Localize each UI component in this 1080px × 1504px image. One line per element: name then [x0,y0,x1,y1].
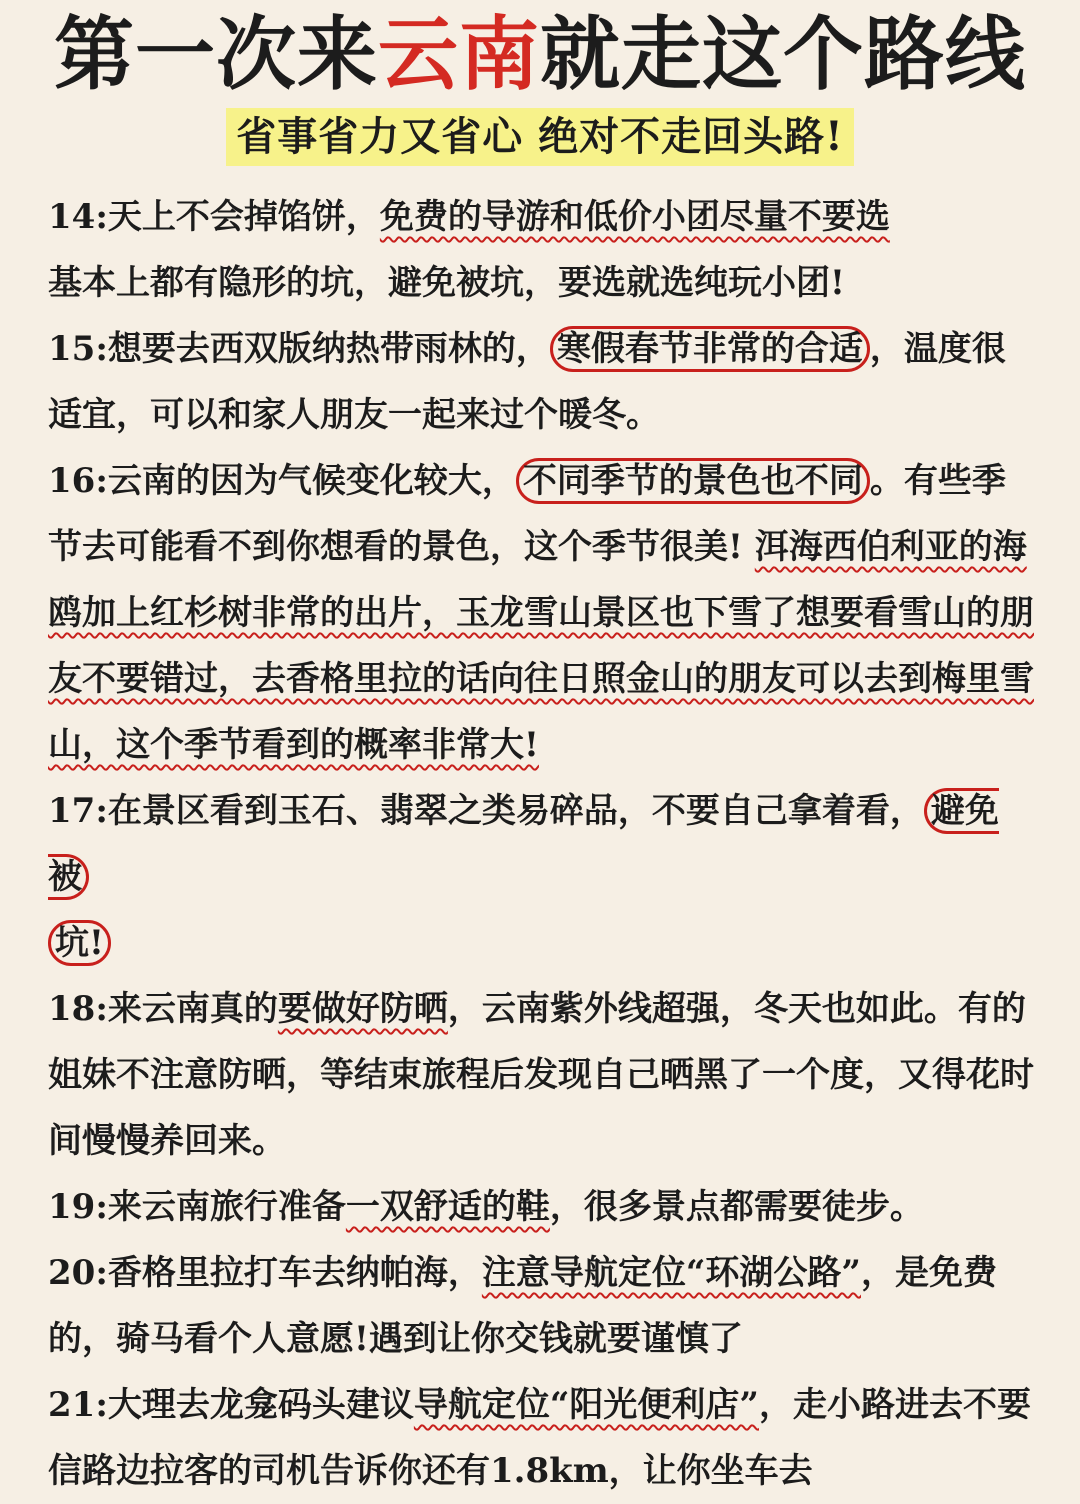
tips-list [48,184,1038,1504]
subtitle: 省事省力又省心 绝对不走回头路! [226,108,853,166]
tip-17 [48,778,1038,976]
tip-text: 基本上都有隐形的坑，避免被坑，要选就选纯玩小团! [48,263,845,303]
tip-text: ，云南紫外线超强，冬天也如此。有的姐妹不注意防晒，等结束旅程后发现自己晒黑了一个度，又得花时间慢慢养回来。 [48,989,1034,1161]
tip-20 [48,1240,1038,1372]
tip-circled: 避免被 [48,788,999,900]
tip-text: 来云南真的 [107,989,278,1029]
tip-text: 大理去龙龛码头建议 [107,1385,414,1425]
page-title [0,4,1080,104]
tip-highlight: 要做好防晒 [277,989,448,1029]
tip-text: ，很多景点都需要徒步。 [549,1187,924,1227]
tip-text: 来云南旅行准备 [107,1187,346,1227]
tip-16 [48,448,1038,778]
tip-number: 19: [48,1187,108,1227]
tip-circled: 寒假春节非常的合适 [550,326,870,372]
title-prefix: 第一次来 [54,7,378,101]
tip-highlight: 免费的导游和低价小团尽量不要选 [379,197,890,237]
tip-highlight: 注意导航定位“环湖公路” [481,1253,861,1293]
tip-text: 天上不会掉馅饼， [107,197,380,237]
tip-text: 在景区看到玉石、翡翠之类易碎品，不要自己拿着看， [107,791,924,831]
tip-19 [48,1174,1038,1240]
subtitle-banner [0,108,1080,166]
tip-text: 想要去西双版纳热带雨林的， [107,329,550,369]
tip-highlight: 洱海西伯利亚的海鸥加上红杉树非常的出片，玉龙雪山景区也下雪了想要看雪山的朋友不要错过，去香格里拉的话向往日照金山的朋友可以去到梅里雪山，这个季节看到的概率非常大! [48,527,1034,765]
tip-15 [48,316,1038,448]
tip-number: 17: [48,791,108,831]
tip-text: ，走小路进去不要信路边拉客的司机告诉你还有1.8km，让你坐车去 [48,1385,1031,1491]
tip-highlight: 导航定位“阳光便利店” [413,1385,759,1425]
tip-text: 。有些季节去可能看不到你想看的景色，这个季节很美! [48,461,1006,567]
tip-number: 14: [48,197,108,237]
tip-number: 15: [48,329,108,369]
tip-text: 云南的因为气候变化较大， [107,461,516,501]
tip-21 [48,1372,1038,1504]
tip-14 [48,184,1038,316]
tip-text: ，是免费的，骑马看个人意愿!遇到让你交钱就要谨慎了 [48,1253,997,1359]
tip-text: 香格里拉打车去纳帕海， [107,1253,482,1293]
title-highlight: 云南 [378,7,540,101]
tip-number: 18: [48,989,108,1029]
tip-circled: 坑! [48,920,111,966]
tip-highlight: 一双舒适的鞋 [345,1187,550,1227]
tip-text: ，温度很适宜，可以和家人朋友一起来过个暖冬。 [48,329,1006,435]
tip-number: 20: [48,1253,108,1293]
tip-number: 21: [48,1385,108,1425]
tip-circled: 不同季节的景色也不同 [516,458,870,504]
tip-number: 16: [48,461,108,501]
title-suffix: 就走这个路线 [540,7,1026,101]
tip-18 [48,976,1038,1174]
